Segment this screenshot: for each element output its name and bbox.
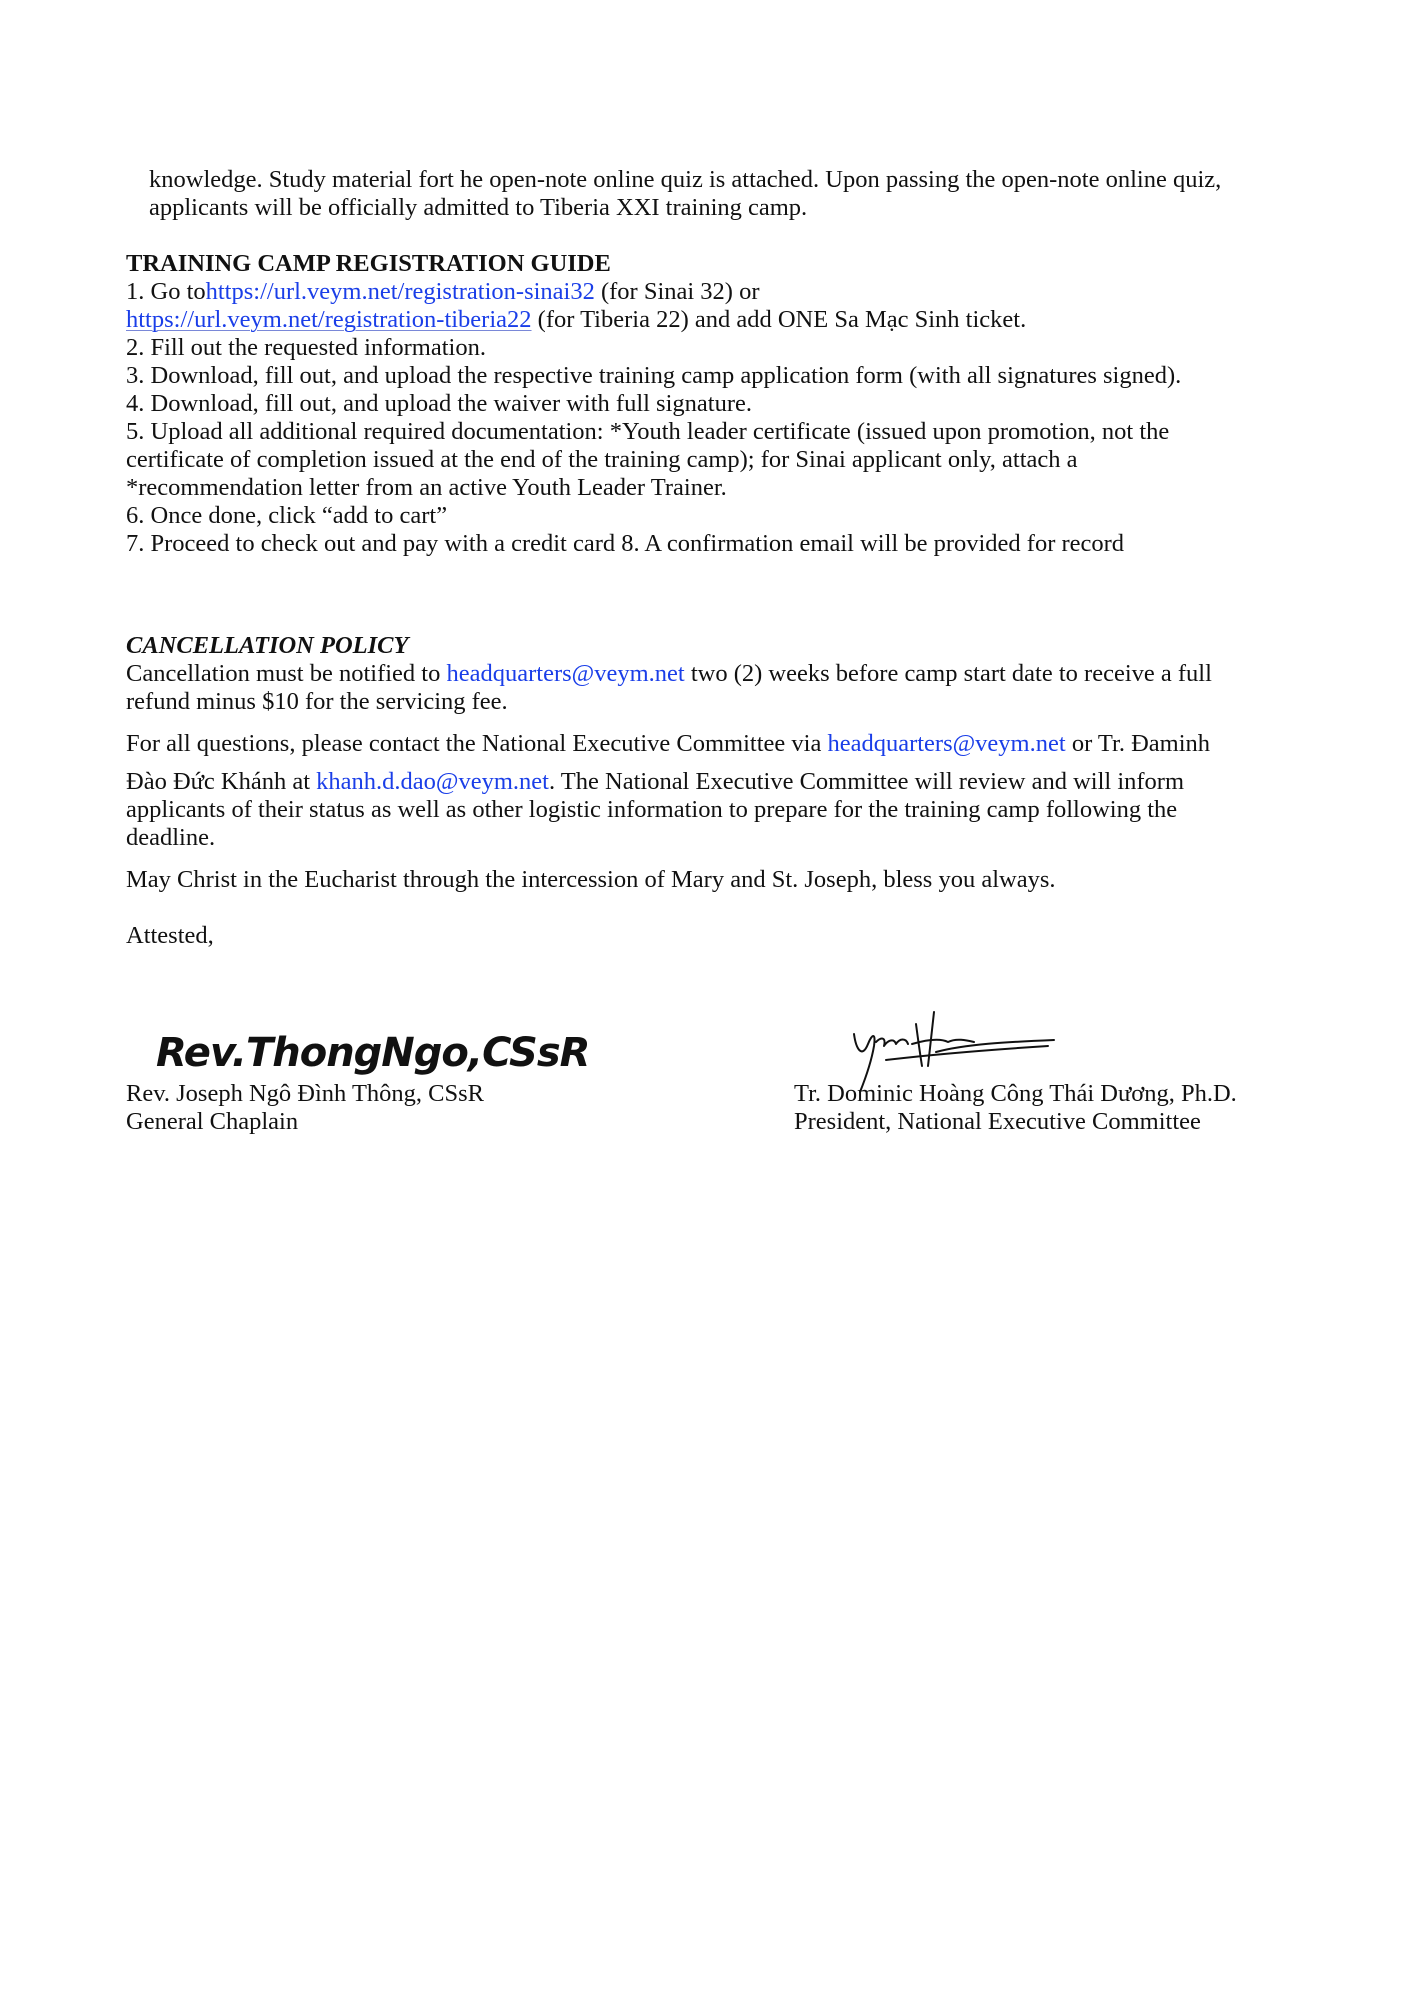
step1-mid: (for Sinai 32) or xyxy=(594,278,760,305)
blessing-text: May Christ in the Eucharist through the intercession of Mary and St. Joseph, bless you always. xyxy=(126,866,1056,893)
questions-mid: or Tr. Đaminh xyxy=(1065,730,1210,757)
signatory-right-title: President, National Executive Committee xyxy=(794,1108,1201,1135)
registration-step-4: 4. Download, fill out, and upload the waiver with full signature. xyxy=(126,390,752,417)
registration-step-2: 2. Fill out the requested information. xyxy=(126,334,486,361)
signatory-left-title: General Chaplain xyxy=(126,1108,299,1135)
questions-email-link[interactable]: headquarters@veym.net xyxy=(827,730,1066,757)
sinai-registration-link[interactable]: https://url.veym.net/registration-sinai32 xyxy=(205,278,595,305)
registration-step-3: 3. Download, fill out, and upload the respective training camp application form (with all signatures signed). xyxy=(126,362,1182,389)
intro-line-2: applicants will be officially admitted to Tiberia XXI training camp. xyxy=(149,194,808,221)
questions-line2-suffix: . The National Executive Committee will review and will inform xyxy=(548,768,1185,795)
document-page xyxy=(126,166,1296,950)
intro-line-1: knowledge. Study material fort he open-note online quiz is attached. Upon passing the open-note online quiz, xyxy=(149,166,1222,193)
registration-step-1-cont xyxy=(126,306,1296,334)
signatory-right xyxy=(794,1080,1237,1136)
registration-step-1 xyxy=(126,278,1296,306)
signatory-left xyxy=(126,1080,484,1136)
registration-step-7: 7. Proceed to check out and pay with a credit card 8. A confirmation email will be provided for record xyxy=(126,530,1125,557)
signature-rev-thong-ngo xyxy=(152,1018,590,1082)
registration-step-5-line-1: 5. Upload all additional required documentation: *Youth leader certificate (issued upon promotion, not the xyxy=(126,418,1170,445)
registration-step-5-line-2: certificate of completion issued at the end of the training camp); for Sinai applicant only, attach a xyxy=(126,446,1078,473)
step1-suffix: (for Tiberia 22) and add ONE Sa Mạc Sinh ticket. xyxy=(531,306,1027,333)
questions-line-3: applicants of their status as well as other logistic information to prepare for the training camp following the xyxy=(126,796,1178,823)
registration-step-5-line-3: *recommendation letter from an active Youth Leader Trainer. xyxy=(126,474,727,501)
cancellation-prefix: Cancellation must be notified to xyxy=(126,660,447,687)
cancellation-email-link[interactable]: headquarters@veym.net xyxy=(446,660,685,687)
questions-line-4: deadline. xyxy=(126,824,216,851)
cancellation-suffix: two (2) weeks before camp start date to receive a full xyxy=(684,660,1212,687)
svg-text:Rev.ThongNgo,CSsR: Rev.ThongNgo,CSsR xyxy=(156,1030,590,1076)
signatures-area xyxy=(126,1018,1296,1138)
closing-text: Attested, xyxy=(126,922,214,949)
questions-prefix: For all questions, please contact the National Executive Committee via xyxy=(126,730,828,757)
registration-step-6: 6. Once done, click “add to cart” xyxy=(126,502,448,529)
questions-line-2 xyxy=(126,768,1296,796)
registration-heading: TRAINING CAMP REGISTRATION GUIDE xyxy=(126,250,611,277)
signatory-right-name: Tr. Dominic Hoàng Công Thái Dương, Ph.D. xyxy=(794,1080,1237,1107)
questions-line-1 xyxy=(126,730,1296,758)
questions-line2-prefix: Đào Đức Khánh at xyxy=(126,768,317,795)
cancellation-heading: CANCELLATION POLICY xyxy=(126,632,409,659)
tiberia-registration-link[interactable]: https://url.veym.net/registration-tiberia22 xyxy=(126,306,532,333)
khanh-email-link[interactable]: khanh.d.dao@veym.net xyxy=(316,768,549,795)
cancellation-line-1 xyxy=(126,660,1296,688)
signatory-left-name: Rev. Joseph Ngô Đình Thông, CSsR xyxy=(126,1080,485,1107)
step1-prefix: 1. Go to xyxy=(126,278,206,305)
cancellation-line-2: refund minus $10 for the servicing fee. xyxy=(126,688,508,715)
